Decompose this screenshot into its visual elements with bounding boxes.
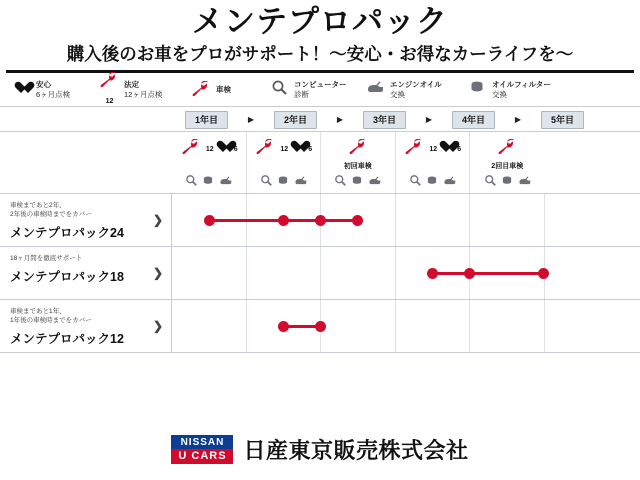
plan-cell xyxy=(470,194,545,246)
plan-dot xyxy=(204,215,215,226)
plan-row-24[interactable] xyxy=(0,194,640,247)
service-column-year3 xyxy=(321,132,396,193)
computer-diagnosis-icon xyxy=(185,173,197,191)
engine-oil-icon xyxy=(364,80,386,99)
oil-filter-icon xyxy=(466,80,488,99)
year-arrow-icon: ▶ xyxy=(336,115,344,124)
plan-dot xyxy=(538,268,549,279)
oil-filter-icon xyxy=(351,173,363,191)
year-badge: 1年目 xyxy=(185,111,228,129)
engine-oil-icon xyxy=(518,173,531,191)
plan-dot xyxy=(278,321,289,332)
plan-track-24 xyxy=(172,194,640,246)
oil-filter-icon xyxy=(426,173,438,191)
heart-badge-6: 6 xyxy=(233,145,238,153)
plan-cell xyxy=(321,247,396,299)
chevron-right-icon[interactable]: ❯ xyxy=(152,319,163,333)
service-column-label xyxy=(172,162,246,172)
wrench-icon xyxy=(347,139,369,160)
plan-dot xyxy=(278,215,289,226)
service-column-label: 初回車検 xyxy=(343,163,372,170)
oil-filter-icon xyxy=(202,173,214,191)
plan-caption-line1: 車検まであと2年、 xyxy=(10,202,66,209)
service-column-year1 xyxy=(172,132,247,193)
legend-item-engine-oil-line1: エンジンオイル xyxy=(390,80,442,89)
service-icon-row xyxy=(0,131,640,193)
legend-item-engine-oil xyxy=(364,80,466,99)
chevron-right-icon[interactable]: ❯ xyxy=(152,213,163,227)
year-cell-1 xyxy=(172,110,241,129)
computer-diagnosis-icon xyxy=(260,173,272,191)
legend-item-anshin-line1: 安心 xyxy=(36,80,51,89)
plan-cell xyxy=(321,300,396,352)
wrench-icon xyxy=(98,72,120,108)
service-column-label xyxy=(396,162,470,172)
year-cell-3 xyxy=(350,110,419,129)
plan-cell xyxy=(172,247,247,299)
computer-diagnosis-icon xyxy=(409,173,421,191)
wrench-icon xyxy=(254,139,276,160)
heart-icon xyxy=(440,140,453,158)
legend-item-oil-filter-line2: 交換 xyxy=(492,89,507,99)
legend-item-oil-filter xyxy=(466,80,576,99)
service-column-year5 xyxy=(470,132,545,193)
timeline-grid xyxy=(0,107,640,353)
year-cell-2 xyxy=(261,110,330,129)
year-bar xyxy=(0,107,640,131)
page-title: メンテプロパック xyxy=(192,4,448,39)
legend xyxy=(0,73,640,107)
legend-item-anshin xyxy=(10,80,98,99)
plan-track-12 xyxy=(172,300,640,352)
plan-cell xyxy=(396,194,471,246)
service-column-year2 xyxy=(247,132,322,193)
oil-filter-icon xyxy=(501,173,513,191)
legend-badge-12: 12 xyxy=(105,97,114,105)
year-badge: 5年目 xyxy=(541,111,584,129)
plan-dot xyxy=(427,268,438,279)
computer-diagnosis-icon xyxy=(268,79,290,100)
plan-name: メンテプロパック18 xyxy=(10,270,124,284)
legend-item-engine-oil-line2: 交換 xyxy=(390,89,405,99)
legend-item-hotei-line2: 12ヶ月点検 xyxy=(124,89,163,99)
year-arrow-icon: ▶ xyxy=(425,115,433,124)
year-badge: 3年目 xyxy=(363,111,406,129)
year-badge: 4年目 xyxy=(452,111,495,129)
plan-label-12[interactable] xyxy=(0,300,172,352)
service-column-label xyxy=(247,162,321,172)
service-column-label: 2回目車検 xyxy=(491,163,524,170)
plan-bar xyxy=(432,272,544,275)
plan-rows xyxy=(0,193,640,353)
legend-item-hotei xyxy=(98,72,190,108)
legend-item-oil-filter-line1: オイルフィルター xyxy=(492,80,551,89)
heart-icon xyxy=(217,140,230,158)
year-cell-5 xyxy=(528,110,597,129)
engine-oil-icon xyxy=(294,173,307,191)
oil-filter-icon xyxy=(277,173,289,191)
header xyxy=(0,0,640,73)
plan-caption-line1: 18ヶ月間を徹底サポート xyxy=(10,255,83,262)
year-badge: 2年目 xyxy=(274,111,317,129)
plan-dot xyxy=(315,215,326,226)
legend-item-hotei-line1: 法定 xyxy=(124,80,139,89)
footer xyxy=(0,418,640,480)
wrench-badge-12: 12 xyxy=(205,145,214,153)
plan-caption-line2: 1年後の車検時までをカバー xyxy=(10,317,92,324)
plan-dot xyxy=(315,321,326,332)
heart-badge-6: 6 xyxy=(308,145,313,153)
legend-item-shaken-line1: 車検 xyxy=(216,84,231,94)
heart-badge-6: 6 xyxy=(457,145,462,153)
plan-cell xyxy=(470,300,545,352)
wrench-icon xyxy=(496,139,518,160)
plan-caption-line2: 2年後の車検時までをカバー xyxy=(10,211,92,218)
wrench-icon xyxy=(190,81,212,99)
logo-ucars-text: U CARS xyxy=(171,449,233,464)
chevron-right-icon[interactable]: ❯ xyxy=(152,266,163,280)
legend-item-computer-line1: コンピューター xyxy=(294,80,347,89)
wrench-icon xyxy=(180,139,202,160)
plan-row-12[interactable] xyxy=(0,300,640,353)
legend-item-shaken xyxy=(190,81,268,99)
plan-row-18[interactable] xyxy=(0,247,640,300)
plan-cell xyxy=(172,300,247,352)
legend-item-computer-line2: 診断 xyxy=(294,89,309,99)
legend-item-anshin-line2: 6ヶ月点検 xyxy=(36,89,71,99)
year-arrow-icon: ▶ xyxy=(247,115,255,124)
logo-nissan-text: NISSAN xyxy=(171,435,233,449)
year-cell-4 xyxy=(439,110,508,129)
plan-cell xyxy=(396,300,471,352)
plan-name: メンテプロパック24 xyxy=(10,226,124,240)
plan-dot xyxy=(464,268,475,279)
computer-diagnosis-icon xyxy=(334,173,346,191)
nissan-ucars-logo xyxy=(171,435,233,464)
wrench-badge-12: 12 xyxy=(280,145,289,153)
plan-dot xyxy=(352,215,363,226)
company-name: 日産東京販売株式会社 xyxy=(243,437,469,463)
engine-oil-icon xyxy=(368,173,381,191)
plan-name: メンテプロパック12 xyxy=(10,332,124,346)
plan-label-24[interactable] xyxy=(0,194,172,246)
wrench-icon xyxy=(403,139,425,160)
wrench-badge-12: 12 xyxy=(429,145,438,153)
page-subtitle: 購入後のお車をプロがサポート！～安心・お得なカーライフを～ xyxy=(66,44,574,64)
plan-cell xyxy=(247,247,322,299)
service-column-year4 xyxy=(396,132,471,193)
heart-icon xyxy=(291,140,304,158)
engine-oil-icon xyxy=(443,173,456,191)
year-arrow-icon: ▶ xyxy=(514,115,522,124)
plan-label-18[interactable] xyxy=(0,247,172,299)
engine-oil-icon xyxy=(219,173,232,191)
legend-item-computer xyxy=(268,79,364,100)
plan-track-18 xyxy=(172,247,640,299)
plan-caption-line1: 車検まであと1年、 xyxy=(10,308,66,315)
heart-icon xyxy=(10,81,32,99)
computer-diagnosis-icon xyxy=(484,173,496,191)
